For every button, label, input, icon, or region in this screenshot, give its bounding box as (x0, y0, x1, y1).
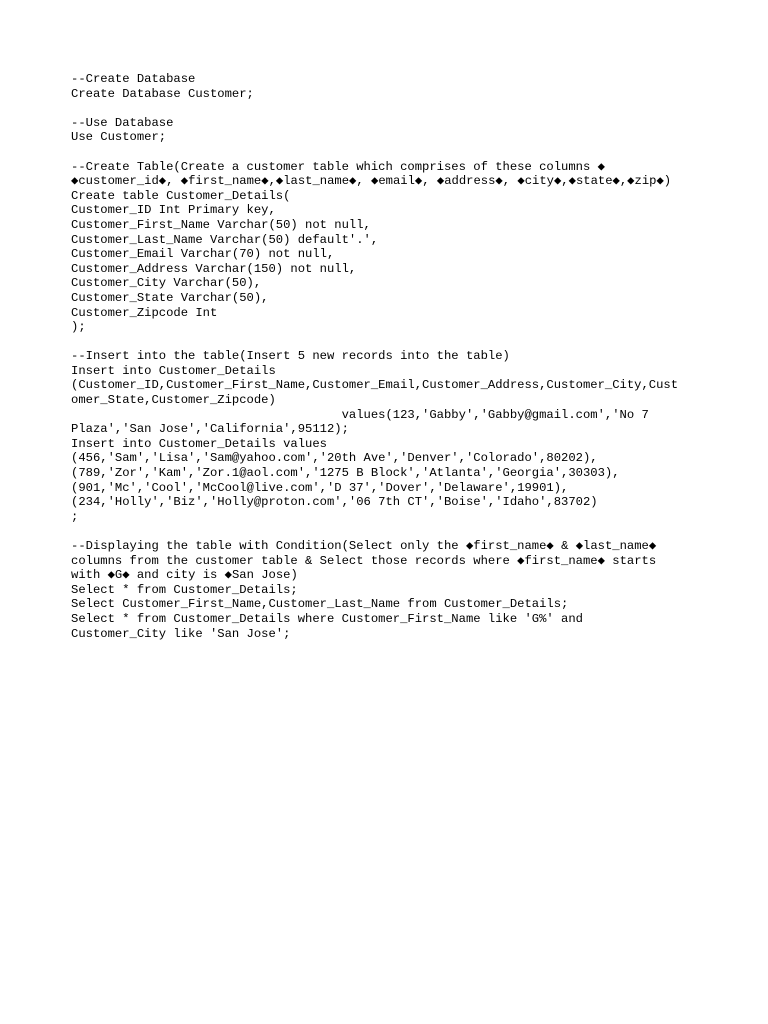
code-line: (456,'Sam','Lisa','Sam@yahoo.com','20th Ave','Denver','Colorado',80202), (71, 451, 598, 466)
code-line: --Displaying the table with Condition(Select only the ◆first_name◆ & ◆last_name◆ (71, 539, 657, 553)
code-line: --Insert into the table(Insert 5 new records into the table) (71, 349, 510, 364)
code-line: Create table Customer_Details( (71, 188, 291, 203)
code-line: --Create Database (71, 72, 196, 86)
code-line: Customer_Address Varchar(150) not null, (71, 261, 357, 276)
code-line: Select * from Customer_Details; (71, 582, 298, 597)
code-line: Customer_State Varchar(50), (71, 290, 269, 305)
code-line: Select Customer_First_Name,Customer_Last_Name from Customer_Details; (71, 597, 569, 612)
code-line: (Customer_ID,Customer_First_Name,Customer_Email,Customer_Address,Customer_City,Cust (71, 378, 679, 393)
code-line: Customer_First_Name Varchar(50) not null, (71, 217, 371, 232)
code-line: --Create Table(Create a customer table which comprises of these columns ◆ (71, 159, 605, 174)
code-line: Insert into Customer_Details values (71, 436, 327, 451)
code-line: --Use Database (71, 115, 174, 130)
code-line: (789,'Zor','Kam','Zor.1@aol.com','1275 B Block','Atlanta','Georgia',30303), (71, 466, 620, 481)
code-line: Customer_City like 'San Jose'; (71, 626, 291, 641)
code-line (71, 145, 711, 160)
sql-script-text (71, 72, 711, 641)
code-line: values(123,'Gabby','Gabby@gmail.com','No 7 (71, 407, 649, 422)
code-line: Plaza','San Jose','California',95112); (71, 422, 349, 437)
code-line: Select * from Customer_Details where Customer_First_Name like 'G%' and (71, 611, 583, 626)
code-line: columns from the customer table & Select those records where ◆first_name◆ starts (71, 553, 657, 568)
code-line: Customer_Last_Name Varchar(50) default'.', (71, 232, 379, 247)
code-line: (901,'Mc','Cool','McCool@live.com','D 37','Dover','Delaware',19901), (71, 480, 569, 495)
code-line (71, 101, 711, 116)
code-line: Customer_ID Int Primary key, (71, 203, 276, 218)
code-line (71, 524, 711, 539)
code-line: omer_State,Customer_Zipcode) (71, 393, 276, 408)
code-line: Use Customer; (71, 130, 167, 145)
code-line: (234,'Holly','Biz','Holly@proton.com','06 7th CT','Boise','Idaho',83702) (71, 495, 598, 510)
code-line: Create Database Customer; (71, 86, 254, 101)
code-line (71, 335, 711, 350)
code-line: ◆customer_id◆, ◆first_name◆,◆last_name◆, ◆email◆, ◆address◆, ◆city◆,◆state◆,◆zip◆) (71, 174, 672, 189)
code-line: ; (71, 509, 79, 524)
code-line: Customer_Zipcode Int (71, 305, 218, 320)
code-line: Customer_Email Varchar(70) not null, (71, 247, 335, 262)
code-line: with ◆G◆ and city is ◆San Jose) (71, 568, 298, 583)
code-line: Customer_City Varchar(50), (71, 276, 262, 291)
code-line: ); (71, 320, 86, 335)
code-line: Insert into Customer_Details (71, 363, 276, 378)
